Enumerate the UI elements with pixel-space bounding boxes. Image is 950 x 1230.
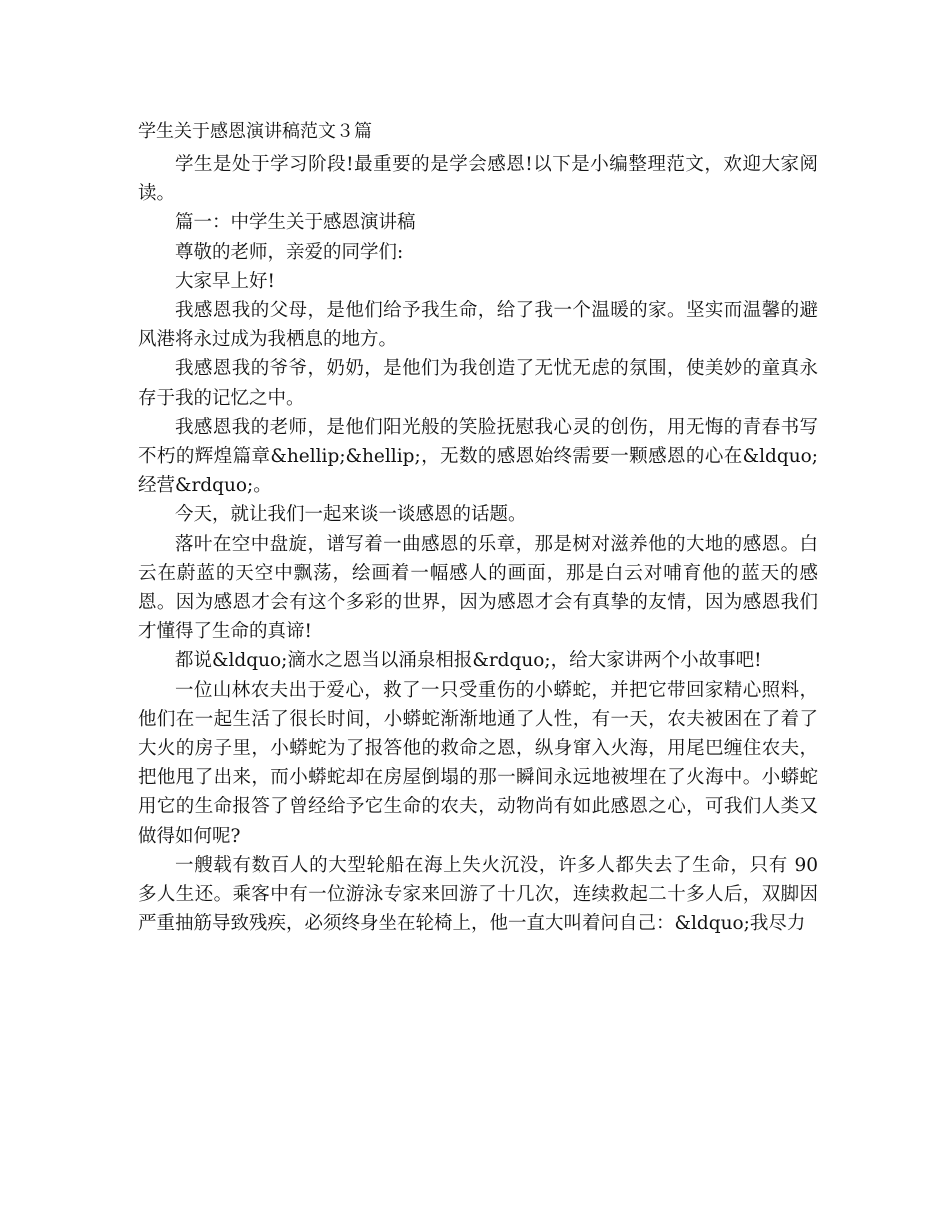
paragraph: 我感恩我的父母，是他们给予我生命，给了我一个温暖的家。坚实而温馨的避风港将永过成为我栖息的地方。 (138, 300, 818, 351)
document-title: 学生关于感恩演讲稿范文３篇 (138, 121, 372, 142)
paragraph: 我感恩我的老师，是他们阳光般的笑脸抚慰我心灵的创伤，用无悔的青春书写不朽的辉煌篇章&hellip;&hellip;，无数的感恩始终需要一颗感恩的心在&ldquo;经营&rdquo;。 (138, 416, 818, 497)
document-body (138, 150, 818, 938)
paragraph: 落叶在空中盘旋，谱写着一曲感恩的乐章，那是树对滋养他的大地的感恩。白云在蔚蓝的天空中飘荡，绘画着一幅感人的画面，那是白云对哺育他的蓝天的感恩。因为感恩才会有这个多彩的世界，因为感恩才会有真挚的友情，因为感恩我们才懂得了生命的真谛! (138, 533, 818, 643)
paragraph-greeting: 大家早上好! (175, 270, 275, 292)
paragraph: 我感恩我的爷爷，奶奶，是他们为我创造了无忧无虑的氛围，使美妙的童真永存于我的记忆之中。 (138, 358, 818, 409)
paragraph-intro: 学生是处于学习阶段!最重要的是学会感恩!以下是小编整理范文，欢迎大家阅读。 (138, 154, 818, 205)
section-heading: 篇一：中学生关于感恩演讲稿 (175, 212, 416, 234)
paragraph-salutation: 尊敬的老师，亲爱的同学们: (175, 241, 404, 263)
paragraph: 今天，就让我们一起来谈一谈感恩的话题。 (175, 504, 527, 526)
paragraph: 都说&ldquo;滴水之恩当以涌泉相报&rdquo;，给大家讲两个小故事吧! (175, 650, 762, 672)
paragraph: 一位山林农夫出于爱心，救了一只受重伤的小蟒蛇，并把它带回家精心照料，他们在一起生活了很长时间，小蟒蛇渐渐地通了人性，有一天，农夫被困在了着了大火的房子里，小蟒蛇为了报答他的救命之恩，纵身窜入火海，用尾巴缠住农夫，把他甩了出来，而小蟒蛇却在房屋倒塌的那一瞬间永远地被埋在了火海中。小蟒蛇用它的生命报答了曾经给予它生命的农夫，动物尚有如此感恩之心，可我们人类又做得如何呢? (138, 679, 818, 847)
paragraph: 一艘载有数百人的大型轮船在海上失火沉没，许多人都失去了生命，只有 90 多人生还。乘客中有一位游泳专家来回游了十几次，连续救起二十多人后，双脚因严重抽筋导致残疾，必须终身坐在轮椅上，他一直大叫着问自己：&ldquo;我尽力 (138, 854, 818, 935)
